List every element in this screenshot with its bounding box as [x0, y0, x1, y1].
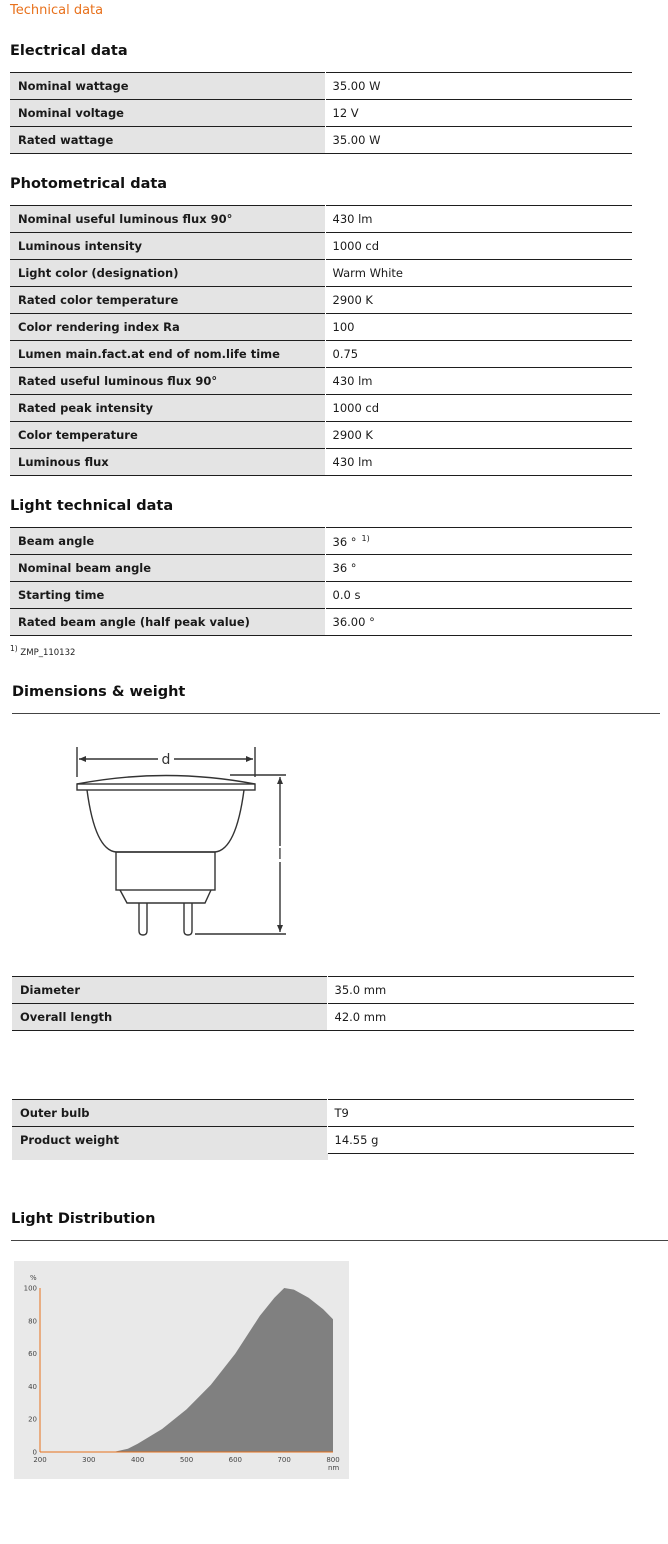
y-tick-label: 60 — [28, 1350, 37, 1359]
row-label: Luminous flux — [10, 449, 325, 476]
dimension-label-d: d — [161, 752, 171, 768]
row-label: Luminous intensity — [10, 233, 325, 260]
arrow-left-icon — [79, 756, 86, 762]
row-value: 12 V — [325, 100, 632, 127]
dimensions-table — [12, 976, 634, 1031]
light-distribution-section-title: Light Distribution — [11, 1211, 156, 1227]
y-tick-label: 100 — [23, 1284, 37, 1293]
table-row — [10, 127, 632, 154]
row-value: 36 ° — [325, 555, 632, 582]
row-label: Color temperature — [10, 422, 325, 449]
table-row — [10, 609, 632, 636]
table-row — [10, 233, 632, 260]
table-row — [10, 341, 632, 368]
row-value: Warm White — [325, 260, 632, 287]
lamp-pin-right — [184, 903, 192, 935]
row-value: 35.00 W — [325, 127, 632, 154]
row-value: 0.0 s — [325, 582, 632, 609]
row-label: Diameter — [12, 977, 327, 1004]
y-tick-label: 0 — [32, 1448, 37, 1457]
row-label: Rated peak intensity — [10, 395, 325, 422]
row-label: Nominal useful luminous flux 90° — [10, 206, 325, 233]
row-value: 36 ° — [332, 534, 357, 549]
table-row — [12, 1004, 634, 1031]
x-tick-label: 500 — [179, 1456, 194, 1464]
photometrical-table — [10, 205, 632, 476]
y-tick-label: 20 — [28, 1415, 37, 1424]
row-label: Nominal wattage — [10, 73, 325, 100]
row-label: Overall length — [12, 1004, 327, 1031]
row-value: 100 — [325, 314, 632, 341]
arrow-down-icon — [277, 925, 283, 932]
y-tick-label: 40 — [28, 1382, 37, 1391]
table-row — [10, 528, 632, 555]
row-value: 14.55 g — [327, 1127, 634, 1154]
row-label: Light color (designation) — [10, 260, 325, 287]
light-technical-table — [10, 527, 632, 636]
lamp-front-glass — [77, 776, 255, 785]
table-row — [10, 206, 632, 233]
dimension-label-l: l — [278, 847, 282, 863]
table-spacer-row — [12, 1153, 328, 1160]
row-label: Rated beam angle (half peak value) — [10, 609, 325, 636]
row-value: 2900 K — [325, 287, 632, 314]
table-row — [12, 977, 634, 1004]
row-label: Outer bulb — [12, 1100, 327, 1127]
row-label: Color rendering index Ra — [10, 314, 325, 341]
table-row — [10, 368, 632, 395]
table-row — [10, 555, 632, 582]
table-row — [10, 449, 632, 476]
lamp-dimension-drawing — [60, 745, 300, 945]
photometrical-section-title: Photometrical data — [10, 176, 168, 192]
y-axis-unit: % — [30, 1274, 37, 1282]
x-tick-label: 400 — [130, 1456, 145, 1464]
dimensions-section-title: Dimensions & weight — [12, 684, 186, 700]
table-row — [12, 1127, 634, 1154]
row-value: 35.0 mm — [327, 977, 634, 1004]
electrical-table — [10, 72, 632, 154]
table-row — [10, 314, 632, 341]
row-value: 35.00 W — [325, 73, 632, 100]
bulb-weight-table — [12, 1099, 634, 1154]
table-row — [10, 582, 632, 609]
row-value: 1000 cd — [325, 395, 632, 422]
row-label: Lumen main.fact.at end of nom.life time — [10, 341, 325, 368]
table-row — [12, 1100, 634, 1127]
row-value-cell — [325, 528, 632, 555]
x-tick-label: 300 — [82, 1456, 96, 1464]
footnote-mark: 1) — [10, 644, 18, 653]
lamp-rim — [77, 784, 255, 790]
arrow-right-icon — [246, 756, 253, 762]
row-value: 1000 cd — [325, 233, 632, 260]
table-row — [10, 395, 632, 422]
x-tick-labels — [33, 1456, 339, 1464]
row-label: Product weight — [12, 1127, 327, 1154]
section-divider — [12, 713, 660, 714]
row-value: 430 lm — [325, 368, 632, 395]
y-tick-label: 80 — [28, 1317, 37, 1326]
row-label: Nominal voltage — [10, 100, 325, 127]
lamp-base-bottom — [120, 890, 211, 903]
lamp-pin-left — [139, 903, 147, 935]
x-tick-label: 200 — [33, 1456, 47, 1464]
row-label: Nominal beam angle — [10, 555, 325, 582]
page-title: Technical data — [10, 3, 104, 18]
x-tick-label: 700 — [277, 1456, 291, 1464]
footnote-text: ZMP_110132 — [20, 647, 76, 658]
table-row — [10, 422, 632, 449]
row-label: Rated wattage — [10, 127, 325, 154]
table-row — [10, 287, 632, 314]
row-value: 0.75 — [325, 341, 632, 368]
arrow-up-icon — [277, 777, 283, 784]
row-label: Rated color temperature — [10, 287, 325, 314]
row-value: 430 lm — [325, 449, 632, 476]
row-value: T9 — [327, 1100, 634, 1127]
y-tick-labels — [24, 1285, 37, 1457]
x-tick-label: 800 — [326, 1456, 340, 1464]
section-divider — [11, 1240, 668, 1241]
light-distribution-chart — [14, 1261, 349, 1479]
row-value: 430 lm — [325, 206, 632, 233]
footnote-reference: 1) — [361, 533, 370, 543]
lamp-reflector — [87, 790, 244, 852]
row-value: 2900 K — [325, 422, 632, 449]
electrical-section-title: Electrical data — [10, 43, 128, 59]
x-tick-label: 600 — [228, 1456, 243, 1464]
table-row — [10, 260, 632, 287]
lamp-base — [116, 852, 215, 890]
table-row — [10, 73, 632, 100]
x-axis-unit: nm — [328, 1464, 340, 1472]
light-technical-section-title: Light technical data — [10, 498, 174, 514]
footnote — [10, 644, 75, 658]
row-label: Beam angle — [10, 528, 325, 555]
row-label: Rated useful luminous flux 90° — [10, 368, 325, 395]
row-label: Starting time — [10, 582, 325, 609]
row-value: 36.00 ° — [325, 609, 632, 636]
row-value: 42.0 mm — [327, 1004, 634, 1031]
table-row — [10, 100, 632, 127]
spectrum-area — [40, 1288, 333, 1452]
